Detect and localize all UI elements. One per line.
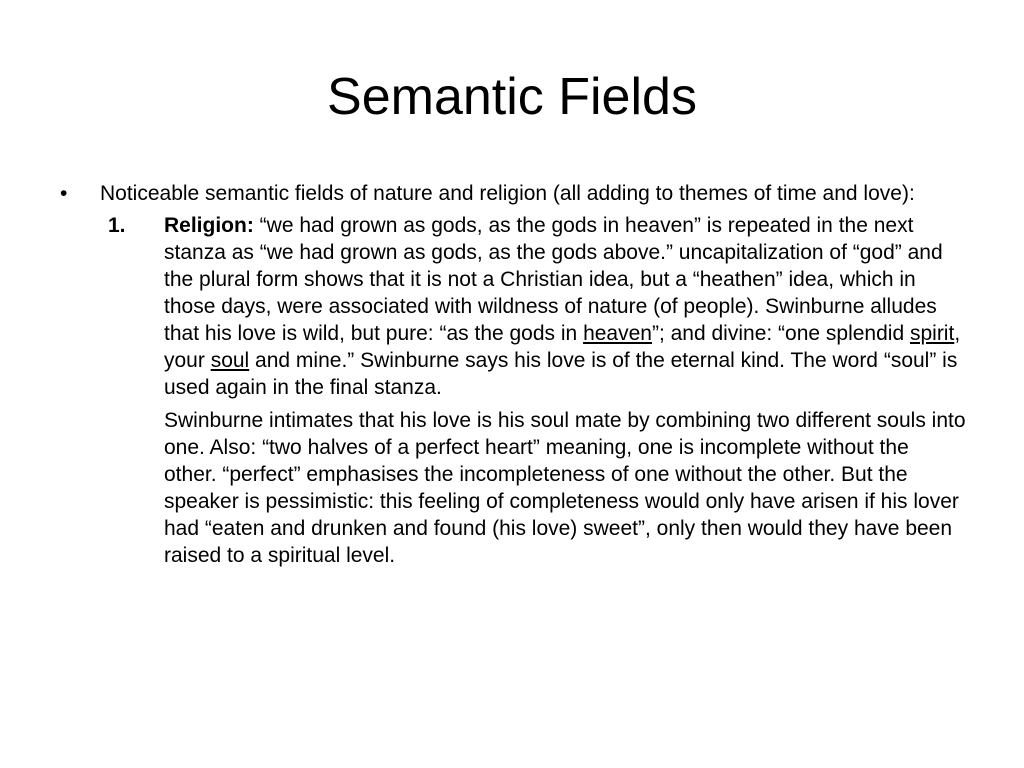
bullet-text: Noticeable semantic fields of nature and religion (all adding to themes of time and love):: [100, 182, 915, 205]
slide-title: Semantic Fields: [327, 68, 697, 126]
slide-body: [56, 180, 966, 569]
paragraph-text: , your: [164, 322, 961, 372]
bullet-item: [56, 180, 966, 207]
underlined-spirit: spirit: [909, 322, 955, 345]
bullet-icon: •: [60, 182, 68, 205]
underlined-soul: soul: [210, 349, 250, 372]
underlined-heaven: heaven: [583, 322, 652, 345]
paragraph-text: and mine.” Swinburne says his love is of the eternal kind. The word “soul” is used again in the final stanza.: [164, 349, 958, 399]
paragraph-text: “we had grown as gods, as the gods in heaven” is repeated in the next stanza as “we had grown as gods, as the gods above.” uncapitalization of “god” and the plural form shows that it is not a Christian idea, but a “heathen” idea, which in those days, were associated with wildness of nature (of people). Swinburne alludes that his love is wild, but pure: “as the gods in: [164, 214, 943, 345]
numbered-item-1: [56, 212, 966, 569]
paragraph-text: ”; and divine: “one splendid: [651, 322, 910, 345]
lead-term: Religion:: [164, 214, 254, 237]
paragraph-religion: [164, 212, 966, 401]
number-marker: 1.: [108, 214, 126, 237]
paragraph-soulmate: Swinburne intimates that his love is his soul mate by combining two different souls into one. Also: “two halves of a perfect heart” meaning, one is incomplete without the other. “perfect” emphasises the incompleteness of one without the other. But the speaker is pessimistic: this feeling of completeness would only have arisen if his lover had “eaten and drunken and found (his love) sweet”, only then would they have been raised to a spiritual level.: [164, 409, 966, 567]
